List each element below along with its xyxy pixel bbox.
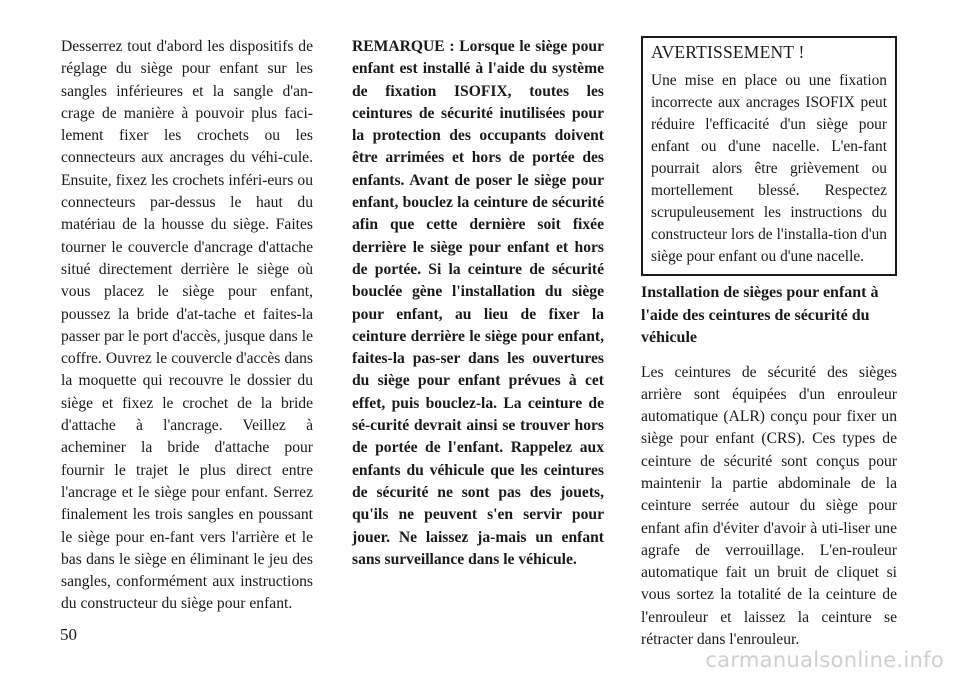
middle-column	[352, 36, 604, 571]
section-heading: Installation de sièges pour enfant à l'aide des ceintures de sécurité du véhicule	[641, 284, 879, 346]
left-column	[61, 36, 313, 616]
installation-steps-paragraph: Desserrez tout d'abord les dispositifs de réglage du siège pour enfant sur les sangles inférieures et la sangle d'an-crage de manière à pouvoir plus faci-lement fixer les crochets ou les connecteurs aux ancrages du véhi-cule. Ensuite, fixez les crochets inféri-eurs ou connecteurs par-dessus le haut du matériau de la housse du siège. Faites tourner le couvercle d'ancrage d'attache situé directement derrière le siège où vous placez le siège pour enfant, poussez la bride d'at-tache et faites-la passer par le port d'accès, jusque dans le coffre. Ouvrez le couvercle d'accès dans la moquette qui recouvre le dossier du siège et fixez le crochet de la bride d'attache à l'ancrage. Veillez à acheminer la bride d'attache pour fournir le trajet le plus direct entre l'ancrage et le siège pour enfant. Serrez finalement les trois sangles en poussant le siège pour en-fant vers l'arrière et le bas dans le siège en éliminant le jeu des sangles, conformément aux instructions du constructeur du siège pour enfant.	[61, 38, 313, 613]
warning-text: Une mise en place ou une fixation incorrecte aux ancrages ISOFIX peut réduire l'efficacité d'un siège pour enfant ou d'une nacelle. L'en-fant pourrait alors être grièvement ou mortellement blessé. Respectez scrupuleusement les instructions du constructeur lors de l'installa-tion d'un siège pour enfant ou d'une nacelle.	[651, 72, 887, 265]
warning-title: AVERTISSEMENT !	[651, 42, 805, 62]
page-number: 50	[60, 625, 77, 644]
right-column	[641, 36, 897, 651]
watermark: carmanualsonline.info	[705, 648, 944, 672]
seatbelt-paragraph: Les ceintures de sécurité des sièges arrière sont équipées d'un enrouleur automatique (ALR) conçu pour fixer un siège pour enfant (CRS). Ces types de ceinture de sécurité sont conçus pour maintenir la partie abdominale de la ceinture serrée autour du siège pour enfant afin d'éviter d'avoir à uti-liser une agrafe de verrouillage. L'en-rouleur automatique fait un bruit de cliquet si vous sortez la totalité de la ceinture de l'enrouleur et laissez la ceinture se rétracter dans l'enrouleur.	[641, 363, 897, 649]
warning-box	[641, 36, 897, 276]
remark-paragraph: REMARQUE : Lorsque le siège pour enfant est installé à l'aide du système de fixation ISOFIX, toutes les ceintures de sécurité inutilisées pour la protection des occupants doivent être arrimées et hors de portée des enfants. Avant de poser le siège pour enfant, bouclez la ceinture de sécurité afin que cette dernière soit fixée derrière le siège pour enfant et hors de portée. Si la ceinture de sécurité bouclée gène l'installation du siège pour enfant, au lieu de fixer la ceinture derrière le siège pour enfant, faites-la pas-ser dans les ouvertures du siège pour enfant prévues à cet effet, puis bouclez-la. La ceinture de sé-curité devrait ainsi se trouver hors de portée de l'enfant. Rappelez aux enfants du véhicule que les ceintures de sécurité ne sont pas des jouets, qu'ils ne peuvent s'en servir pour jouer. Ne laissez ja-mais un enfant sans surveillance dans le véhicule.	[352, 38, 604, 568]
